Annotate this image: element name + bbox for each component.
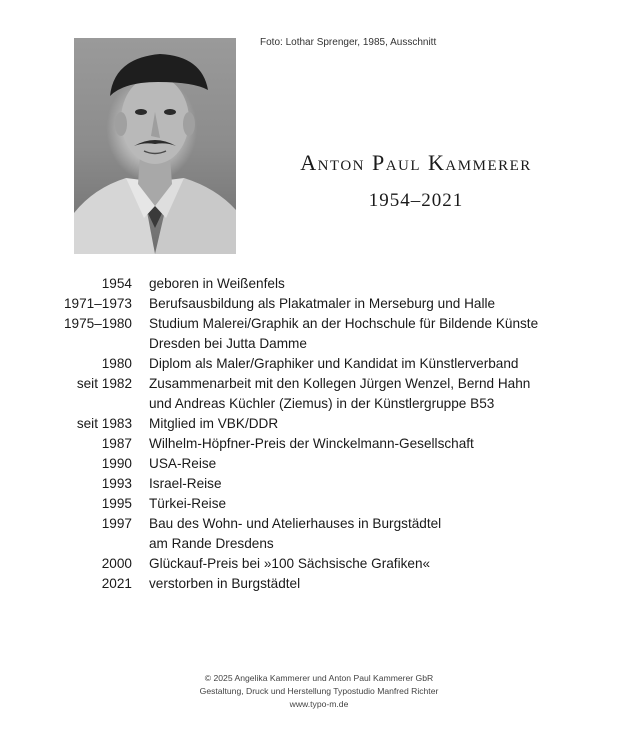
bio-text: USA-Reise: [149, 456, 217, 471]
portrait-photo: [74, 38, 236, 254]
bio-year: 2000: [101, 556, 132, 571]
bio-year: 1971–1973: [63, 296, 132, 311]
bio-year: 1987: [101, 436, 132, 451]
photo-credit: Foto: Lothar Sprenger, 1985, Ausschnitt: [260, 37, 437, 48]
bio-year: 1980: [101, 356, 132, 371]
biography-row: [0, 514, 638, 554]
footer-website: www.typo-m.de: [289, 699, 349, 709]
biography-row: [0, 374, 638, 414]
biography-row: [0, 474, 638, 494]
bio-text: verstorben in Burgstädtel: [149, 576, 301, 591]
biography-list: [0, 274, 638, 594]
portrait-illustration: [74, 38, 236, 254]
footer-copyright: © 2025 Angelika Kammerer und Anton Paul Kammerer GbR: [204, 673, 434, 683]
bio-text: Berufsausbildung als Plakatmaler in Merseburg und Halle: [149, 296, 496, 311]
biography-row: [0, 354, 638, 374]
footer-production: Gestaltung, Druck und Herstellung Typostudio Manfred Richter: [199, 686, 439, 696]
biography-row: [0, 414, 638, 434]
bio-text: Bau des Wohn- und Atelierhauses in Burgstädtel am Rande Dresdens: [149, 516, 442, 551]
artist-name: Anton Paul Kammerer: [300, 150, 532, 175]
bio-text: Diplom als Maler/Graphiker und Kandidat im Künstlerverband: [149, 356, 519, 371]
biography-row: [0, 574, 638, 594]
bio-year: 1954: [101, 276, 132, 291]
bio-year: 1990: [101, 456, 132, 471]
biography-row: [0, 434, 638, 454]
bio-year: 2021: [101, 576, 132, 591]
bio-year: seit 1983: [76, 416, 132, 431]
life-dates: 1954–2021: [368, 190, 464, 211]
bio-year: 1997: [101, 516, 132, 531]
bio-text: Mitglied im VBK/DDR: [149, 416, 279, 431]
footer: [0, 672, 638, 711]
bio-year: seit 1982: [76, 376, 132, 391]
bio-text: geboren in Weißenfels: [149, 276, 285, 291]
biography-row: [0, 454, 638, 474]
biography-row: [0, 554, 638, 574]
bio-text: Glückauf-Preis bei »100 Sächsische Grafiken«: [149, 556, 431, 571]
biography-row: [0, 314, 638, 354]
bio-year: 1993: [101, 476, 132, 491]
bio-text: Israel-Reise: [149, 476, 222, 491]
bio-text: Studium Malerei/Graphik an der Hochschule für Bildende Künste Dresden bei Jutta Damme: [149, 316, 539, 351]
bio-year: 1995: [101, 496, 132, 511]
biography-row: [0, 494, 638, 514]
bio-text: Zusammenarbeit mit den Kollegen Jürgen Wenzel, Bernd Hahn und Andreas Küchler (Ziemus) in der Künstlergruppe B53: [149, 376, 531, 411]
bio-year: 1975–1980: [63, 316, 132, 331]
bio-text: Wilhelm-Höpfner-Preis der Winckelmann-Gesellschaft: [149, 436, 474, 451]
bio-text: Türkei-Reise: [149, 496, 227, 511]
biography-row: [0, 274, 638, 294]
biography-row: [0, 294, 638, 314]
